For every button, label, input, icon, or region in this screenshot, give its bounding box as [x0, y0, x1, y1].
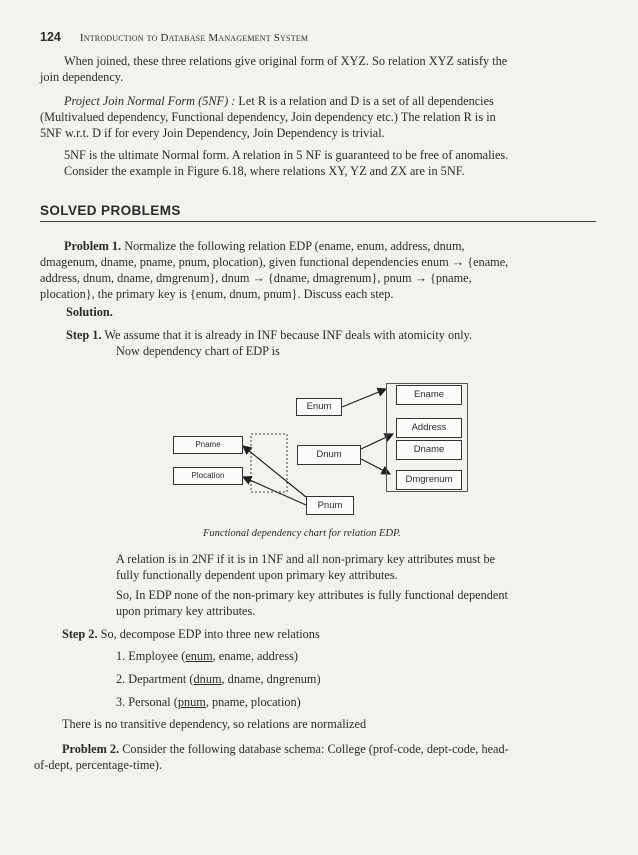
- relation-prefix: 3. Personal (: [116, 695, 178, 709]
- para1-line1: When joined, these three relations give original form of XYZ. So relation XYZ satisfy the: [64, 54, 508, 68]
- step2-text: So, decompose EDP into three new relations: [97, 627, 320, 641]
- arrow-enum-group: [342, 389, 386, 407]
- box-plocation: Plocation: [173, 467, 243, 485]
- page-number: 124: [40, 30, 61, 44]
- relation-key: enum: [185, 649, 213, 663]
- para1-line2: join dependency.: [40, 70, 124, 84]
- problem2-text: Consider the following database schema: College (prof-code, dept-code, head-: [119, 742, 509, 756]
- figure-caption: Functional dependency chart for relation EDP.: [203, 528, 401, 539]
- section-title: SOLVED PROBLEMS: [40, 203, 181, 218]
- step2-line: [62, 626, 320, 642]
- box-dname: Dname: [396, 440, 462, 460]
- after-line3: So, In EDP none of the non-primary key attributes is fully functional dependent: [116, 588, 508, 602]
- running-title: Introduction to Database Management System: [79, 32, 309, 44]
- step1-text: We assume that it is already in INF because INF deals with atomicity only.: [101, 328, 473, 342]
- para3-line1: 5NF is the ultimate Normal form. A relation in 5 NF is guaranteed to be free of anomalies.: [64, 148, 509, 162]
- problem1-text: Normalize the following relation EDP (ename, enum, address, dnum,: [121, 239, 465, 253]
- box-pname: Pname: [173, 436, 243, 454]
- relation-employee: [116, 648, 298, 664]
- after-line1: A relation is in 2NF if it is in 1NF and all non-primary key attributes must be: [116, 552, 496, 566]
- relation-prefix: 2. Department (: [116, 672, 194, 686]
- relation-department: [116, 671, 321, 687]
- solution-label: Solution.: [66, 305, 113, 319]
- para3-line2: Consider the example in Figure 6.18, where relations XY, YZ and ZX are in 5NF.: [64, 164, 465, 178]
- problem1-label: Problem 1.: [64, 239, 122, 253]
- relation-key: dnum: [193, 672, 222, 686]
- problem1-line4: plocation}, the primary key is {enum, dnum, pnum}. Discuss each step.: [40, 287, 394, 301]
- after-line2: fully functionally dependent upon primary key attributes.: [116, 568, 398, 582]
- para2-line2: (Multivalued dependency, Functional dependency, Join dependency etc.) The relation R is in: [40, 110, 496, 124]
- step2-label: Step 2.: [62, 627, 98, 641]
- pjnf-label: Project Join Normal Form (5NF) :: [64, 94, 236, 108]
- arrow-pnum-plocation: [243, 477, 306, 505]
- step1-label: Step 1.: [66, 328, 102, 342]
- para2-text: Let R is a relation and D is a set of all dependencies: [235, 94, 494, 108]
- relation-personal: [116, 694, 301, 710]
- relation-rest: , ename, address): [212, 649, 299, 663]
- box-dmgrenum: Dmgrenum: [396, 470, 462, 490]
- box-address: Address: [396, 418, 462, 438]
- box-ename: Ename: [396, 385, 462, 405]
- relation-rest: , pname, plocation): [205, 695, 301, 709]
- problem2-line1: [62, 741, 509, 757]
- problem1-line2: dmagenum, dname, pname, pnum, plocation), given functional dependencies enum → {ename,: [40, 255, 509, 269]
- problem1-line3: address, dnum, dname, dmgrenum}, dnum → {dname, dmagrenum}, pnum → {pname,: [40, 271, 472, 285]
- relation-prefix: 1. Employee (: [116, 649, 186, 663]
- conclusion: There is no transitive dependency, so relations are normalized: [62, 717, 367, 731]
- box-dnum: Dnum: [297, 445, 361, 465]
- step1-line2: Now dependency chart of EDP is: [116, 344, 280, 358]
- problem2-label: Problem 2.: [62, 742, 120, 756]
- relation-rest: , dname, dngrenum): [221, 672, 321, 686]
- problem2-line2: of-dept, percentage-time).: [34, 758, 163, 772]
- box-enum: Enum: [296, 398, 342, 416]
- after-line4: upon primary key attributes.: [116, 604, 256, 618]
- box-pnum: Pnum: [306, 496, 354, 515]
- para2-line3: 5NF w.r.t. D if for every Join Dependency, Join Dependency is trivial.: [40, 126, 385, 140]
- relation-key: pnum: [177, 695, 206, 709]
